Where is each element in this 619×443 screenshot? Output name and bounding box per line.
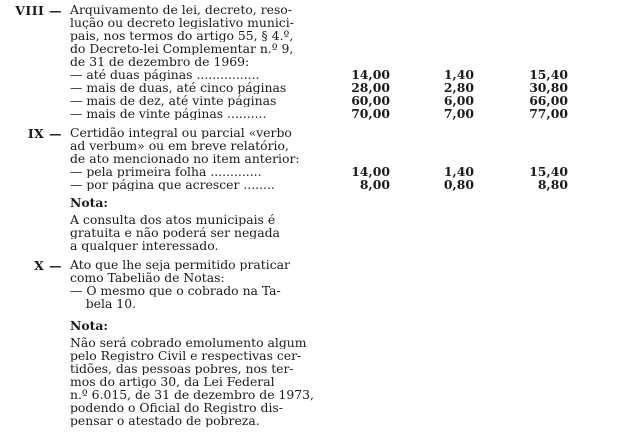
text-line: Arquivamento de lei, decreto, reso- bbox=[70, 3, 292, 16]
fee-value: 14,00 bbox=[351, 67, 390, 82]
section-ix-numeral: IX — bbox=[27, 126, 62, 141]
text-line: — O mesmo que o cobrado na Ta- bbox=[70, 284, 281, 297]
text-line: do Decreto-lei Complementar n.º 9, bbox=[70, 42, 294, 55]
text-line: a qualquer interessado. bbox=[70, 239, 219, 252]
fee-total: 8,80 bbox=[537, 177, 568, 192]
section-viii-values bbox=[330, 68, 570, 120]
fee-value: 14,00 bbox=[351, 164, 390, 179]
text-line: lução ou decreto legislativo munici- bbox=[70, 16, 294, 29]
fee-value: 6,00 bbox=[443, 93, 474, 108]
text-line: A consulta dos atos municipais é bbox=[70, 213, 276, 226]
fee-value: 70,00 bbox=[351, 106, 390, 121]
fee-item-label: — pela primeira folha ............. bbox=[70, 165, 262, 178]
section-x-text bbox=[70, 258, 315, 310]
fee-total: 66,00 bbox=[529, 93, 568, 108]
fee-value: 8,00 bbox=[359, 177, 390, 192]
nota-title: Nota: bbox=[70, 318, 108, 333]
fee-item-label: — mais de dez, até vinte páginas bbox=[70, 94, 277, 107]
section-x-numeral: X — bbox=[34, 258, 62, 273]
fee-item-label: — até duas páginas ................ bbox=[70, 68, 260, 81]
text-line: n.º 6.015, de 31 de dezembro de 1973, bbox=[70, 388, 314, 401]
text-line: mos do artigo 30, da Lei Federal bbox=[70, 375, 275, 388]
fee-value: 1,40 bbox=[443, 164, 474, 179]
fee-value: 0,80 bbox=[443, 177, 474, 192]
text-line: gratuita e não poderá ser negada bbox=[70, 226, 280, 239]
text-line: pais, nos termos do artigo 55, § 4.º, bbox=[70, 29, 294, 42]
text-line: ad verbum» ou em breve relatório, bbox=[70, 139, 289, 152]
text-line: Não será cobrado emolumento algum bbox=[70, 336, 307, 349]
fee-value: 1,40 bbox=[443, 67, 474, 82]
section-ix-text bbox=[70, 126, 315, 191]
text-line: como Tabelião de Notas: bbox=[70, 271, 225, 284]
fee-total: 15,40 bbox=[529, 67, 568, 82]
section-viii-numeral: VIII — bbox=[15, 3, 62, 18]
text-line: de 31 de dezembro de 1969: bbox=[70, 55, 250, 68]
section-ix-values bbox=[330, 165, 570, 191]
nota-title: Nota: bbox=[70, 195, 108, 210]
fee-row bbox=[330, 107, 570, 120]
fee-total: 30,80 bbox=[529, 80, 568, 95]
fee-total: 77,00 bbox=[529, 106, 568, 121]
fee-row bbox=[330, 178, 570, 191]
section-viii-text bbox=[70, 3, 315, 120]
text-line: Certidão integral ou parcial «verbo bbox=[70, 126, 292, 139]
nota-paragraph bbox=[70, 336, 315, 427]
nota-paragraph bbox=[70, 213, 315, 252]
text-line: bela 10. bbox=[70, 297, 137, 310]
fee-value: 2,80 bbox=[443, 80, 474, 95]
fee-value: 60,00 bbox=[351, 93, 390, 108]
text-line: tidões, das pessoas pobres, nos ter- bbox=[70, 362, 294, 375]
text-line: Ato que lhe seja permitido praticar bbox=[70, 258, 290, 271]
fee-total: 15,40 bbox=[529, 164, 568, 179]
text-line: pensar o atestado de pobreza. bbox=[70, 414, 260, 427]
fee-item-label: — por página que acrescer ........ bbox=[70, 178, 275, 191]
fee-value: 28,00 bbox=[351, 80, 390, 95]
text-line: de ato mencionado no item anterior: bbox=[70, 152, 300, 165]
text-line: podendo o Oficial do Registro dis- bbox=[70, 401, 283, 414]
text-line: pelo Registro Civil e respectivas cer- bbox=[70, 349, 302, 362]
fee-item-label: — mais de duas, até cinco páginas bbox=[70, 81, 287, 94]
fee-value: 7,00 bbox=[443, 106, 474, 121]
fee-item-label: — mais de vinte páginas .......... bbox=[70, 107, 267, 120]
